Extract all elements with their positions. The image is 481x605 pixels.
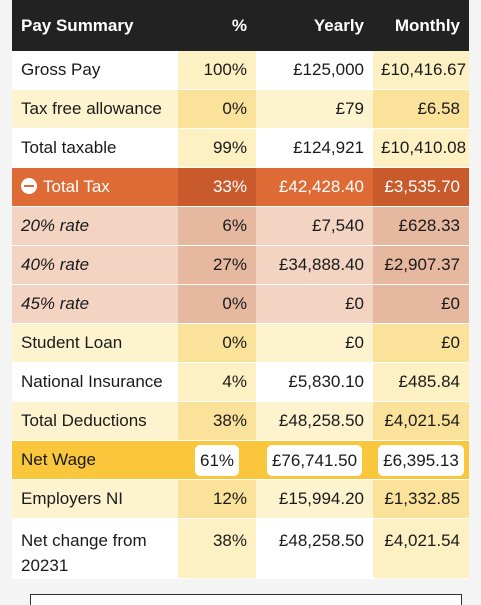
row-yearly: £76,741.50	[267, 445, 362, 476]
row-label: Net change from 20231	[12, 519, 178, 579]
header-yearly: Yearly	[256, 0, 373, 51]
row-percent-cell	[178, 441, 256, 480]
total-tax-toggle[interactable]	[12, 168, 178, 207]
header-pay-summary: Pay Summary	[12, 0, 178, 51]
row-label: 20% rate	[12, 207, 178, 246]
row-monthly: £6.58	[373, 90, 469, 129]
row-label: National Insurance	[12, 363, 178, 402]
row-yearly: £42,428.40	[256, 168, 373, 207]
row-percent: 100%	[178, 51, 256, 90]
row-percent: 38%	[178, 519, 256, 579]
row-monthly: £2,907.37	[373, 246, 469, 285]
row-yearly: £0	[256, 285, 373, 324]
row-monthly-cell	[373, 441, 469, 480]
row-monthly: £10,410.08	[373, 129, 469, 168]
row-20-rate	[12, 207, 469, 246]
row-label: 40% rate	[12, 246, 178, 285]
row-label: Total Deductions	[12, 402, 178, 441]
row-label: Total taxable	[12, 129, 178, 168]
row-percent: 33%	[178, 168, 256, 207]
row-total-taxable	[12, 129, 469, 168]
row-monthly: £4,021.54	[373, 519, 469, 579]
row-gross-pay	[12, 51, 469, 90]
row-label: Tax free allowance	[12, 90, 178, 129]
row-total-tax[interactable]	[12, 168, 469, 207]
row-yearly: £124,921	[256, 129, 373, 168]
row-yearly: £79	[256, 90, 373, 129]
row-percent: 99%	[178, 129, 256, 168]
row-monthly: £6,395.13	[378, 445, 464, 476]
row-40-rate	[12, 246, 469, 285]
row-percent: 4%	[178, 363, 256, 402]
row-yearly: £48,258.50	[256, 402, 373, 441]
row-total-deductions	[12, 402, 469, 441]
row-percent: 27%	[178, 246, 256, 285]
row-yearly: £7,540	[256, 207, 373, 246]
row-employers-ni	[12, 480, 469, 519]
row-yearly: £34,888.40	[256, 246, 373, 285]
header-row	[12, 0, 469, 51]
row-percent: 0%	[178, 285, 256, 324]
row-yearly: £5,830.10	[256, 363, 373, 402]
row-percent: 0%	[178, 90, 256, 129]
pay-summary-table	[12, 0, 469, 579]
row-national-insurance	[12, 363, 469, 402]
row-label: Student Loan	[12, 324, 178, 363]
row-monthly: £4,021.54	[373, 402, 469, 441]
row-yearly: £0	[256, 324, 373, 363]
row-monthly: £3,535.70	[373, 168, 469, 207]
row-monthly: £485.84	[373, 363, 469, 402]
row-yearly: £125,000	[256, 51, 373, 90]
row-percent: 6%	[178, 207, 256, 246]
row-monthly: £0	[373, 324, 469, 363]
row-label: Employers NI	[12, 480, 178, 519]
minus-circle-icon[interactable]	[21, 178, 37, 194]
row-monthly: £0	[373, 285, 469, 324]
row-percent: 12%	[178, 480, 256, 519]
row-percent: 38%	[178, 402, 256, 441]
header-percent: %	[178, 0, 256, 51]
row-label: 45% rate	[12, 285, 178, 324]
row-45-rate	[12, 285, 469, 324]
row-percent: 61%	[195, 445, 239, 476]
row-yearly: £48,258.50	[256, 519, 373, 579]
row-net-change	[12, 519, 469, 579]
header-monthly: Monthly	[373, 0, 469, 51]
row-percent: 0%	[178, 324, 256, 363]
row-net-wage	[12, 441, 469, 480]
row-label: Net Wage	[12, 441, 178, 480]
row-monthly: £1,332.85	[373, 480, 469, 519]
row-tax-free-allowance	[12, 90, 469, 129]
row-yearly: £15,994.20	[256, 480, 373, 519]
row-monthly: £628.33	[373, 207, 469, 246]
row-monthly: £10,416.67	[373, 51, 469, 90]
row-label: Gross Pay	[12, 51, 178, 90]
row-yearly-cell	[256, 441, 373, 480]
pay-summary-table-container	[12, 0, 469, 579]
row-label: Total Tax	[43, 177, 110, 196]
row-student-loan	[12, 324, 469, 363]
